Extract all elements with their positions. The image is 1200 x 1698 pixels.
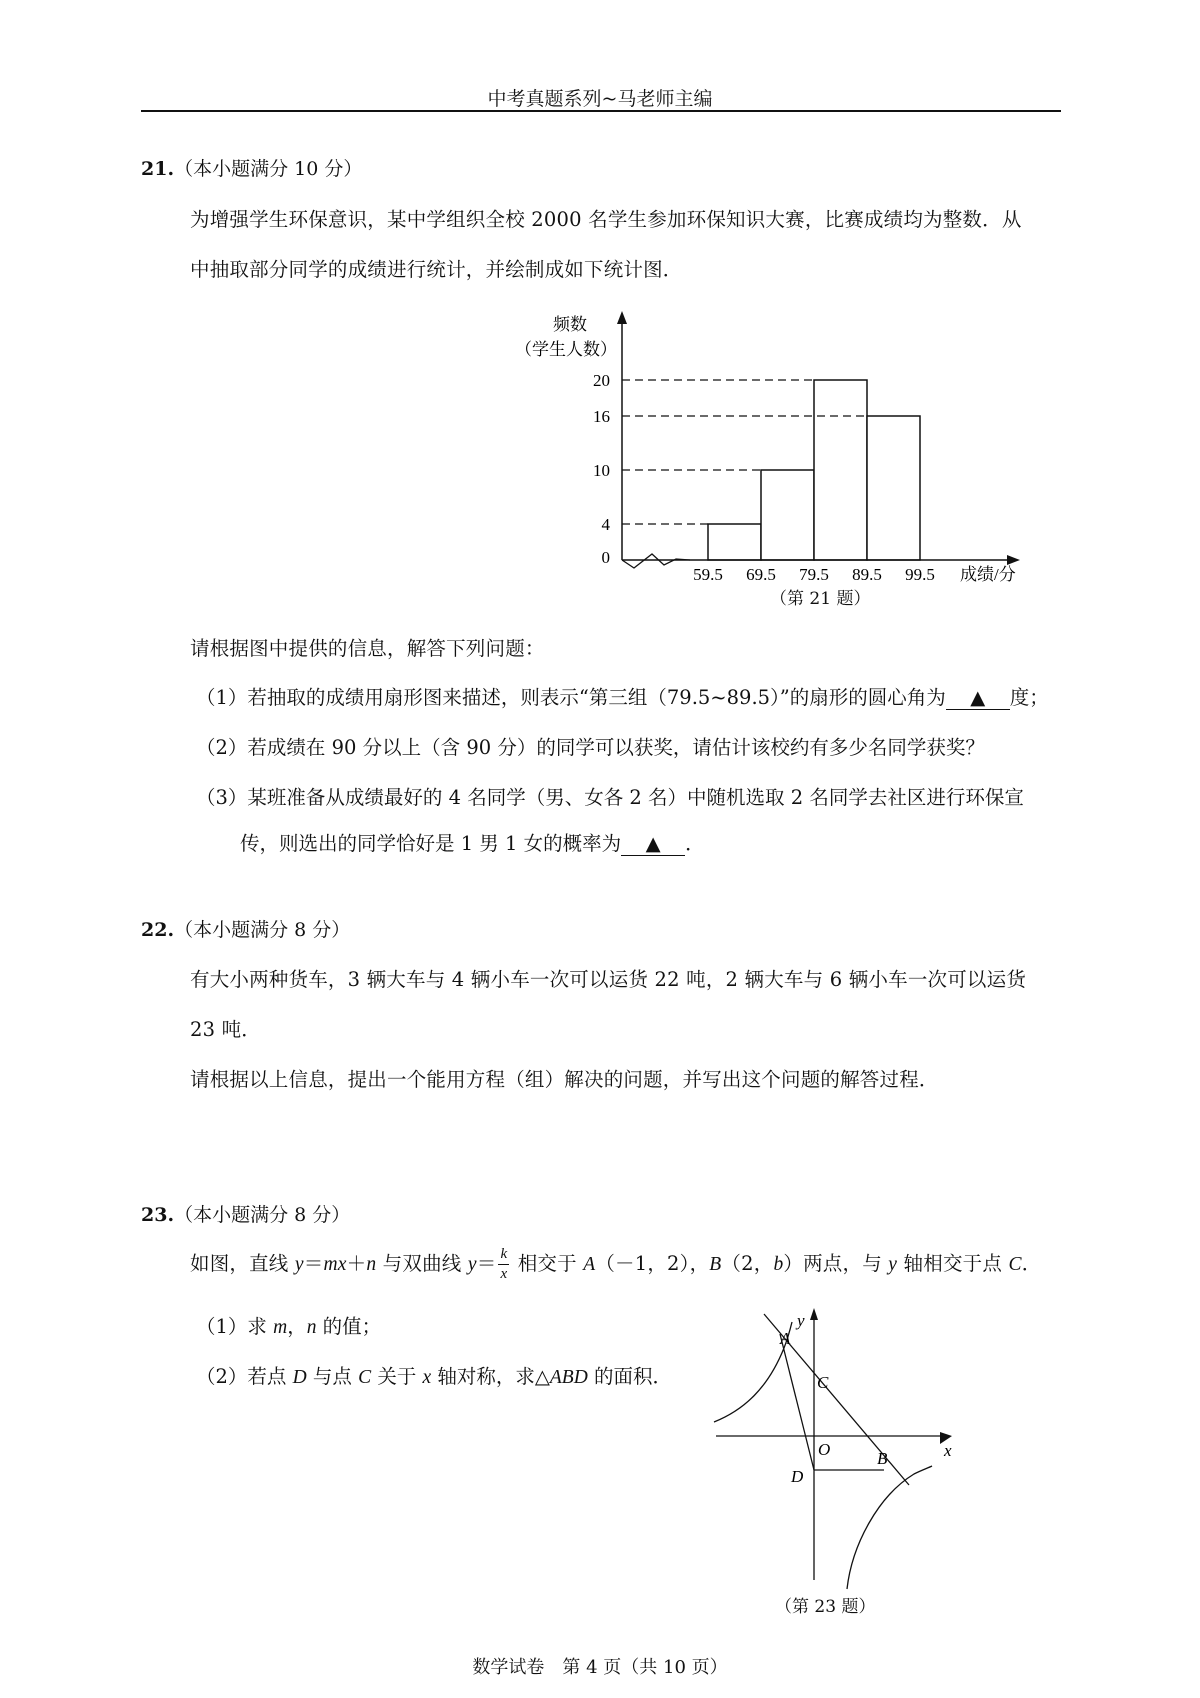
y-axis-label-line2: （学生人数） (515, 340, 617, 359)
histogram-bar (761, 470, 814, 560)
fig-label-y: y (797, 1311, 805, 1330)
q22-line1: 有大小两种货车，3 辆大车与 4 辆小车一次可以运货 22 吨，2 辆大车与 6 辆小车一次可以运货 (190, 968, 1027, 991)
y-tick-label: 4 (601, 515, 610, 534)
q23-text: 的值； (316, 1315, 382, 1338)
q22-line3: 请根据以上信息，提出一个能用方程（组）解决的问题，并写出这个问题的解答过程． (190, 1068, 939, 1091)
q22-heading (141, 915, 350, 942)
q21-intro-line2: 中抽取部分同学的成绩进行统计，并绘制成如下统计图． (190, 258, 683, 281)
q23-var: C (358, 1367, 372, 1388)
q23-text: 相交于 (511, 1252, 584, 1275)
q21-histogram (0, 0, 1200, 640)
q21-part3-line1: （3）某班准备从成绩最好的 4 名同学（男、女各 2 名）中随机选取 2 名同学去社区进行环保宣 (196, 786, 1024, 809)
q23-text: 轴相交于点 (897, 1252, 1009, 1275)
q23-intro (190, 1244, 1041, 1285)
q23-text: ）两点，与 (783, 1252, 889, 1275)
fig-label-x: x (944, 1441, 952, 1460)
q23-var: x (422, 1367, 432, 1388)
x-tick-label: 99.5 (905, 565, 935, 584)
fig-label-c: C (817, 1373, 829, 1392)
q23-fraction (498, 1247, 509, 1282)
q23-text: ， (287, 1315, 307, 1338)
q23-figure (700, 1300, 980, 1600)
q23-text: 如图，直线 (190, 1252, 295, 1275)
q23-heading (141, 1200, 350, 1227)
q23-var: m (273, 1317, 288, 1338)
q22-line2: 23 吨． (190, 1018, 262, 1041)
y-tick-label: 20 (593, 371, 610, 390)
q23-var: n (306, 1317, 317, 1338)
q21-part1 (196, 682, 1049, 710)
q23-symbol: ＝ (476, 1252, 497, 1275)
x-axis-arrow-icon (1007, 555, 1020, 565)
y-tick-label: 10 (593, 461, 610, 480)
q21-part3-end: ． (685, 832, 705, 855)
page-footer: 数学试卷 第 4 页（共 10 页） (472, 1657, 728, 1678)
fig-label-a: A (780, 1329, 791, 1348)
x-tick-label: 69.5 (746, 565, 776, 584)
y-axis-label-line1: 频数 (553, 315, 587, 334)
q23-symbol: ＋ (346, 1252, 367, 1275)
q21-part2: （2）若成绩在 90 分以上（含 90 分）的同学可以获奖，请估计该校约有多少名同学获奖？ (196, 736, 985, 759)
histogram-bar (814, 380, 867, 560)
q23-text: （－1，2）， (595, 1252, 710, 1275)
q21-prompt: 请根据图中提供的信息，解答下列问题： (190, 637, 545, 660)
x-axis-label: 成绩/分 (960, 565, 1016, 584)
q23-text: 与双曲线 (376, 1252, 468, 1275)
q23-text: 轴对称，求△ (431, 1365, 550, 1388)
q23-text: ． (1021, 1252, 1042, 1275)
q23-text: 与点 (306, 1365, 359, 1388)
q21-points: （本小题满分 10 分） (174, 158, 363, 180)
q23-fraction-denominator: x (500, 1266, 508, 1282)
y-tick-label: 0 (601, 548, 610, 567)
q21-part3-text: 传，则选出的同学恰好是 1 男 1 女的概率为 (240, 832, 622, 855)
q23-part1 (196, 1311, 381, 1339)
fig-label-o: O (818, 1440, 831, 1459)
y-tick-label: 16 (593, 407, 610, 426)
fig-label-d: D (791, 1467, 804, 1486)
x-tick-label: 79.5 (799, 565, 829, 584)
q21-part1-unit: 度； (1009, 686, 1049, 709)
q23-var: y (888, 1254, 898, 1275)
q23-var: b (773, 1254, 784, 1275)
q23-figure-caption: （第 23 题） (775, 1597, 876, 1617)
q21-intro-line1: 为增强学生环保意识，某中学组织全校 2000 名学生参加环保知识大赛，比赛成绩均为整数．从 (190, 208, 1022, 231)
q21-figure-caption: （第 21 题） (770, 589, 871, 609)
q23-text: （2）若点 (196, 1365, 293, 1388)
q23-var: ABD (549, 1367, 588, 1388)
x-tick-label: 89.5 (852, 565, 882, 584)
x-tick-label: 59.5 (693, 565, 723, 584)
q22-number: 22. (141, 919, 175, 941)
histogram-bar (708, 524, 761, 560)
q23-text: 关于 (371, 1365, 423, 1388)
q21-number: 21. (141, 158, 175, 180)
fig-label-b: B (877, 1449, 888, 1468)
histogram-bar (867, 416, 920, 560)
q23-fraction-numerator: k (498, 1247, 509, 1265)
q21-part1-answer-blank: ▲ (946, 686, 1010, 710)
hyperbola-branch-right (847, 1466, 932, 1589)
q23-var: C (1008, 1254, 1022, 1275)
q23-part2 (196, 1361, 672, 1389)
q23-symbol: ＝ (303, 1252, 324, 1275)
q23-text: （1）求 (196, 1315, 274, 1338)
q22-points: （本小题满分 8 分） (174, 919, 351, 941)
axis-break-icon (622, 554, 690, 568)
q21-part3-answer-blank: ▲ (621, 832, 685, 856)
q23-var: y (294, 1254, 304, 1275)
page-header-title: 中考真题系列~马老师主编 (487, 88, 713, 110)
q23-var: D (292, 1367, 307, 1388)
y-axis-arrow-icon (617, 311, 627, 324)
q21-part1-text: （1）若抽取的成绩用扇形图来描述，则表示“第三组（79.5~89.5）”的扇形的圆心角为 (196, 686, 946, 709)
q23-var: mx (323, 1254, 347, 1275)
q23-points: （本小题满分 8 分） (174, 1204, 351, 1226)
q23-number: 23. (141, 1204, 175, 1226)
q21-part3-line2 (240, 828, 705, 856)
q23-var: y (467, 1254, 477, 1275)
q23-var: A (583, 1254, 596, 1275)
q23-var: B (709, 1254, 722, 1275)
q23-var: n (366, 1254, 377, 1275)
fig-y-axis-arrow-icon (810, 1308, 818, 1320)
q23-text: 的面积． (587, 1365, 672, 1388)
segment-ad (780, 1334, 814, 1470)
q23-text: （2， (721, 1252, 774, 1275)
